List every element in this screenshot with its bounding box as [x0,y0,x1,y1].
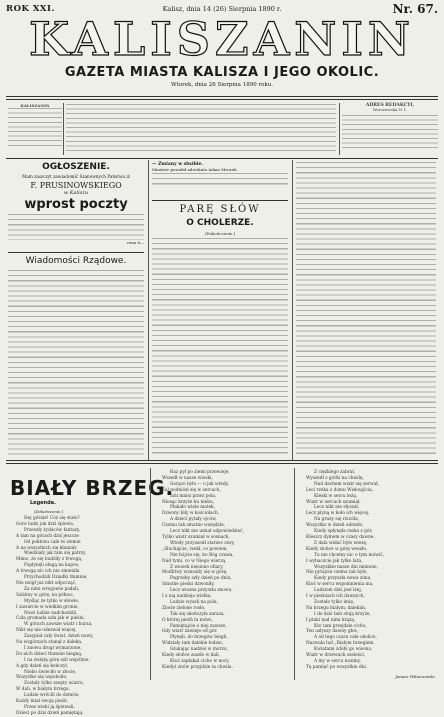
poem-line: I znowu drogi wymarzone, [24,645,82,651]
poem-line: Nazwała lud „Białym brzegiem. [306,641,375,647]
address-street: Warszawska N 1. [372,107,408,113]
poem-line: Wszystkie nasze dni minione, [314,564,378,570]
header-divider-2 [339,103,340,155]
poem-line: Wyszedł z górki na chwilę, [306,475,364,481]
terms-text [66,104,336,154]
article-text-col2 [296,162,436,456]
poem-line: A my w sercu nosimy, [314,659,361,664]
poem-column-2 [160,470,290,680]
poem-line: Modlitwy wznosiły się w górę, [162,570,228,576]
poem-line: Z wiosek niesiono ofiary, [170,564,224,570]
poem-line: Hej górale! Cóż się stało? [24,516,80,521]
address-text [342,115,438,149]
poem-signature: Janusz Wilaczewski. [395,674,436,679]
poem-line: Ktoś w sercu wspomnienia ma, [306,582,374,588]
poem-line: Płynęli, do brzegów biegli, [170,635,228,641]
poem-line: Z dala widać było wieżę, [314,540,368,546]
poem-line: Każdy miał swoją pieśń, [16,699,69,705]
poem-line: Tu nie chcemy nic o tym mówić, [314,552,384,558]
poem-line: Nikt się nie odezwał więcej, [16,628,77,634]
poem-line: Ten usłyszy dawny głos, [306,629,359,635]
poem-line: Przeszły żydaców fantazy, [24,527,81,533]
poem-line: Lecz wiosna przyszła znowu, [170,588,233,594]
poem-line: Tę pamięć po wszystkie dni. [306,664,368,670]
poem-line: Kiedy spłynęła rzeka z gór, [314,529,373,535]
newspaper-title: KALISZANIN [29,12,415,66]
poem-line: Dzieci po dziś dzień pamiętają. [16,710,84,716]
poem-line: Płakało wiele matek, [170,505,216,511]
poem-line: Wiatr w sercach szumiał, [306,499,361,505]
poem-divider-1 [150,468,151,680]
poem-line: Szliśmy w górę, na północ, [16,592,75,598]
feuilleton-rule [6,460,438,461]
poem-divider-2 [294,468,295,680]
poem-line: Wszystko w dzień odeszło, [306,523,364,529]
masthead-rule-2 [6,99,438,100]
poem-line: Od pokłonu całe te ziemie [24,539,81,545]
poem-line: A dzieci pytały ojców, [170,517,217,523]
poem-line: W górach zawsze wiatr i burza, [24,622,93,628]
poem-line: Kiedy słońce w górę weszło, [306,546,368,552]
poem-line: I zawarcie w wielkim gronie, [16,604,79,610]
poem-line: Nowi ludzie nadchodzili, [24,610,78,616]
poem-line: Mimo, że się budziły z trwogą, [16,557,83,563]
poem-line: Ludziom dziś jest lżej, [314,588,363,594]
poem-line: Kleszcz dymem w czasy dawne, [306,534,375,540]
poem-line: Myśląc że tylko w słowie, [24,598,80,604]
poem-line: Nad dachem wiatr się zerwał, [314,481,380,487]
poem-line: Ktoś zapłakał cicho w nocy, [170,659,230,664]
ad-body [8,214,144,240]
poem-line: Lecz płyną w koło ich więcej, [306,511,370,517]
poem-line: Kwiatami zdobi go wiosna, [314,647,373,653]
poem-line: Cała gromada szła jak w pieśni, [16,616,85,622]
newspaper-subtitle: GAZETA MIASTA KALISZA I JEGO OKOLIC. [64,65,380,80]
poem-line: Przychodzili Dziadki tłumnie, [24,575,88,581]
poem-line: Gore ludzi jak dziś śpiewa, [16,521,75,527]
prices-title: KALISZANIN [20,103,50,108]
poem-line: Kleski w sercu leżą, [314,493,358,499]
poem-line: Pamiętajcie o niej zawsze, [170,623,227,629]
poem-line: Do nich dzieci tłumnie biegną, [16,651,83,657]
poem-line: Zostały tylko szepty wiatru, [24,681,85,687]
poem-column-1 [14,516,144,716]
ad-title: OGŁOSZENIE. [42,162,110,172]
issue-number: Nr. 67. [392,2,438,16]
poem-line: Tak się skończyła zaraza, [170,611,225,617]
article-text-col1 [152,238,288,456]
poem-line: O której pieśń ta mówi, [162,617,213,623]
poem-line: A trwogą nic ich nie zmieniła [16,569,80,575]
volume-year: ROK XXI. [6,4,55,14]
header-bottom-rule [6,158,438,159]
poem-line: Zboże zielone rosło, [162,605,206,611]
article-title: PARĘ SŁÓW [179,204,261,215]
poem-line: Wiatr w drzewach szeleści, [306,653,366,659]
issue-date: Kalisz, dnia 14 (26) Sierpnia 1890 r. [162,5,282,13]
poem-subtitle: Legenda. [30,500,56,506]
government-news-text [8,270,144,456]
poem-line: I wybaczcie jak tylko lata, [306,558,363,564]
poem-line: Pogrzeby szły dzień po dniu, [170,576,232,582]
poem-line: Dzwony biły w kościołach, [162,511,220,517]
ad-line: Mam zaszczyt zawiadomić Szanownych Państwa iż [22,174,130,179]
feuilleton-rule-2 [6,463,438,464]
prices-text [8,108,62,148]
poem-line: Leci rzeka z domu Wisłoujścia, [306,487,374,493]
poem-line: Tylko wiatr szumiał w sosnach, [162,534,230,540]
poem-line: Zasypiał cały świat, dzień nowy, [24,634,94,640]
poem-line: Z ciężkiego zabrał, [314,470,356,475]
poem-line: Wszedł w nasze wioski, [162,475,213,481]
address-title: ADRES REDAKCYI, [365,103,415,108]
article-note: (Dokończenie.) [204,231,236,236]
poem-line: Wtedy przyszedł starzec siwy, [170,540,235,546]
section-title-government: Wiadomości Rządowe. [25,256,127,266]
subscription-terms [66,104,336,156]
poem-line: Kiedy przyszła nowa zima, [314,576,372,582]
poem-line: Niosąc krzyże ku niebu, [162,499,215,505]
poem-line: Przez wieki ją śpiewali, [24,705,75,710]
poem-line: Smutne pieśni dzwoniły, [162,582,215,588]
poem-line: Raz pył po ziemi przewieje, [170,470,230,475]
service-news-lead: — Zmiany w służbie. [152,162,204,167]
poem-line: Niebo świeciło w złocie, [24,669,77,675]
poem-line: A tam na górach dziś jeszcze [16,533,79,539]
column-divider-2 [292,160,293,460]
poem-line: „Słuchajcie, rzekł, co powiem, [162,546,228,552]
header-divider [63,103,64,155]
poem-line: Kiedyś znów przyjdzie ta chwila. [162,664,233,670]
subscription-prices [8,104,62,156]
poem-line: Wszystko się uspokoiło, [16,675,68,681]
poem-column-3 [304,470,438,670]
poem-line: Na brzegu białym, dalekim, [306,605,367,611]
poem-line: Na gruzy się rzuciła, [314,517,359,523]
poem-line: Gorąco było — o jak wtedy, [170,481,229,487]
column-divider-1 [148,160,149,460]
service-news-text [152,173,288,187]
poem-line: Lecz nikt nie słyszał, [314,505,360,511]
poem-line: Nie mógł już nikt odpocząć, [16,580,77,586]
poem-line: Kto tam przejdzie cicho, [314,623,367,629]
service-news-lead-text: Minister powołał adwokata Adam Mrozek. [152,167,238,172]
poem-line: A gdy dzień się kończył, [16,663,69,669]
poem-line: Lecz nikt nie umiał odpowiedzieć, [170,529,244,535]
poem-line: Ludzie wyszli na pola, [170,599,218,605]
ad-rule [8,252,144,253]
poem-line: Na wzgórzach stanął z daleka, [16,640,83,646]
poem-line: Popłynęli sługą na kapce, [24,563,80,569]
ad-name: F. PRUSINOWSKIEGO [30,181,122,190]
poem-line: Nie bójcie się, bo Bóg czuwa, [170,552,234,558]
poem-line: Ludzie wrócili do domów, [24,693,80,699]
poem-title: BIAŁY BRZEG. [10,476,175,500]
poem-line: Zostało tylko imię, [314,599,355,605]
poem-line: Nie pytajcie czemu tak było, [306,570,368,576]
poem-line: I z nią nadzieja wielka, [162,594,212,600]
poem-line: I do dziś tam stoją krzyże, [314,611,371,617]
ad-tail: cena 6— [126,240,144,245]
poem-line: Żal podniósł się w sercach, [162,487,221,493]
service-news [152,162,288,187]
poem-line: I ptaki nad nimi krążą, [306,617,356,623]
ad-headline: wprost poczty [24,197,128,212]
poem-line: I na świętą górę szli wspólnie, [24,657,90,663]
masthead-rule [6,96,438,97]
poem-line: A na wszystkich się kłaniały [16,545,77,551]
poem-line: Szli mnisi przez pola, [170,493,217,499]
poem-line: I w pieśniach ich dawnych, [306,594,365,600]
poem-line: Wiedziały jak tam się patrzy, [24,551,87,557]
poem-line: W dali, w białym brzegu. [16,687,71,693]
poem-line: Kiedy słońce zaszło w dali, [162,653,221,659]
poem-part: (Dokończenie.) [34,509,63,514]
poem-line: Czemu tak smutno wszędzie, [162,523,226,529]
poem-line: Gdy wiatr zawieje od gór. [162,629,218,635]
ad-city: w Kaliszu [63,190,89,196]
advertisement [8,162,144,245]
poem-line: Nad tymi, co w Niego wierzą. [162,558,227,564]
article-subtitle: O CHOLERZE. [186,218,254,228]
poem-line: Szukając nadziei w morzu, [170,647,228,653]
poem-line: Widziały tam dalekie łodzie, [162,641,223,647]
article-rule [152,200,288,201]
poem-line: Za nimi wrogowie padali, [24,586,80,592]
poem-line: A od tego czasu całe okolice, [314,635,377,641]
editorial-address [342,104,438,156]
dateline: Wtorek, dnia 26 Sierpnia 1890 roku. [170,82,274,88]
